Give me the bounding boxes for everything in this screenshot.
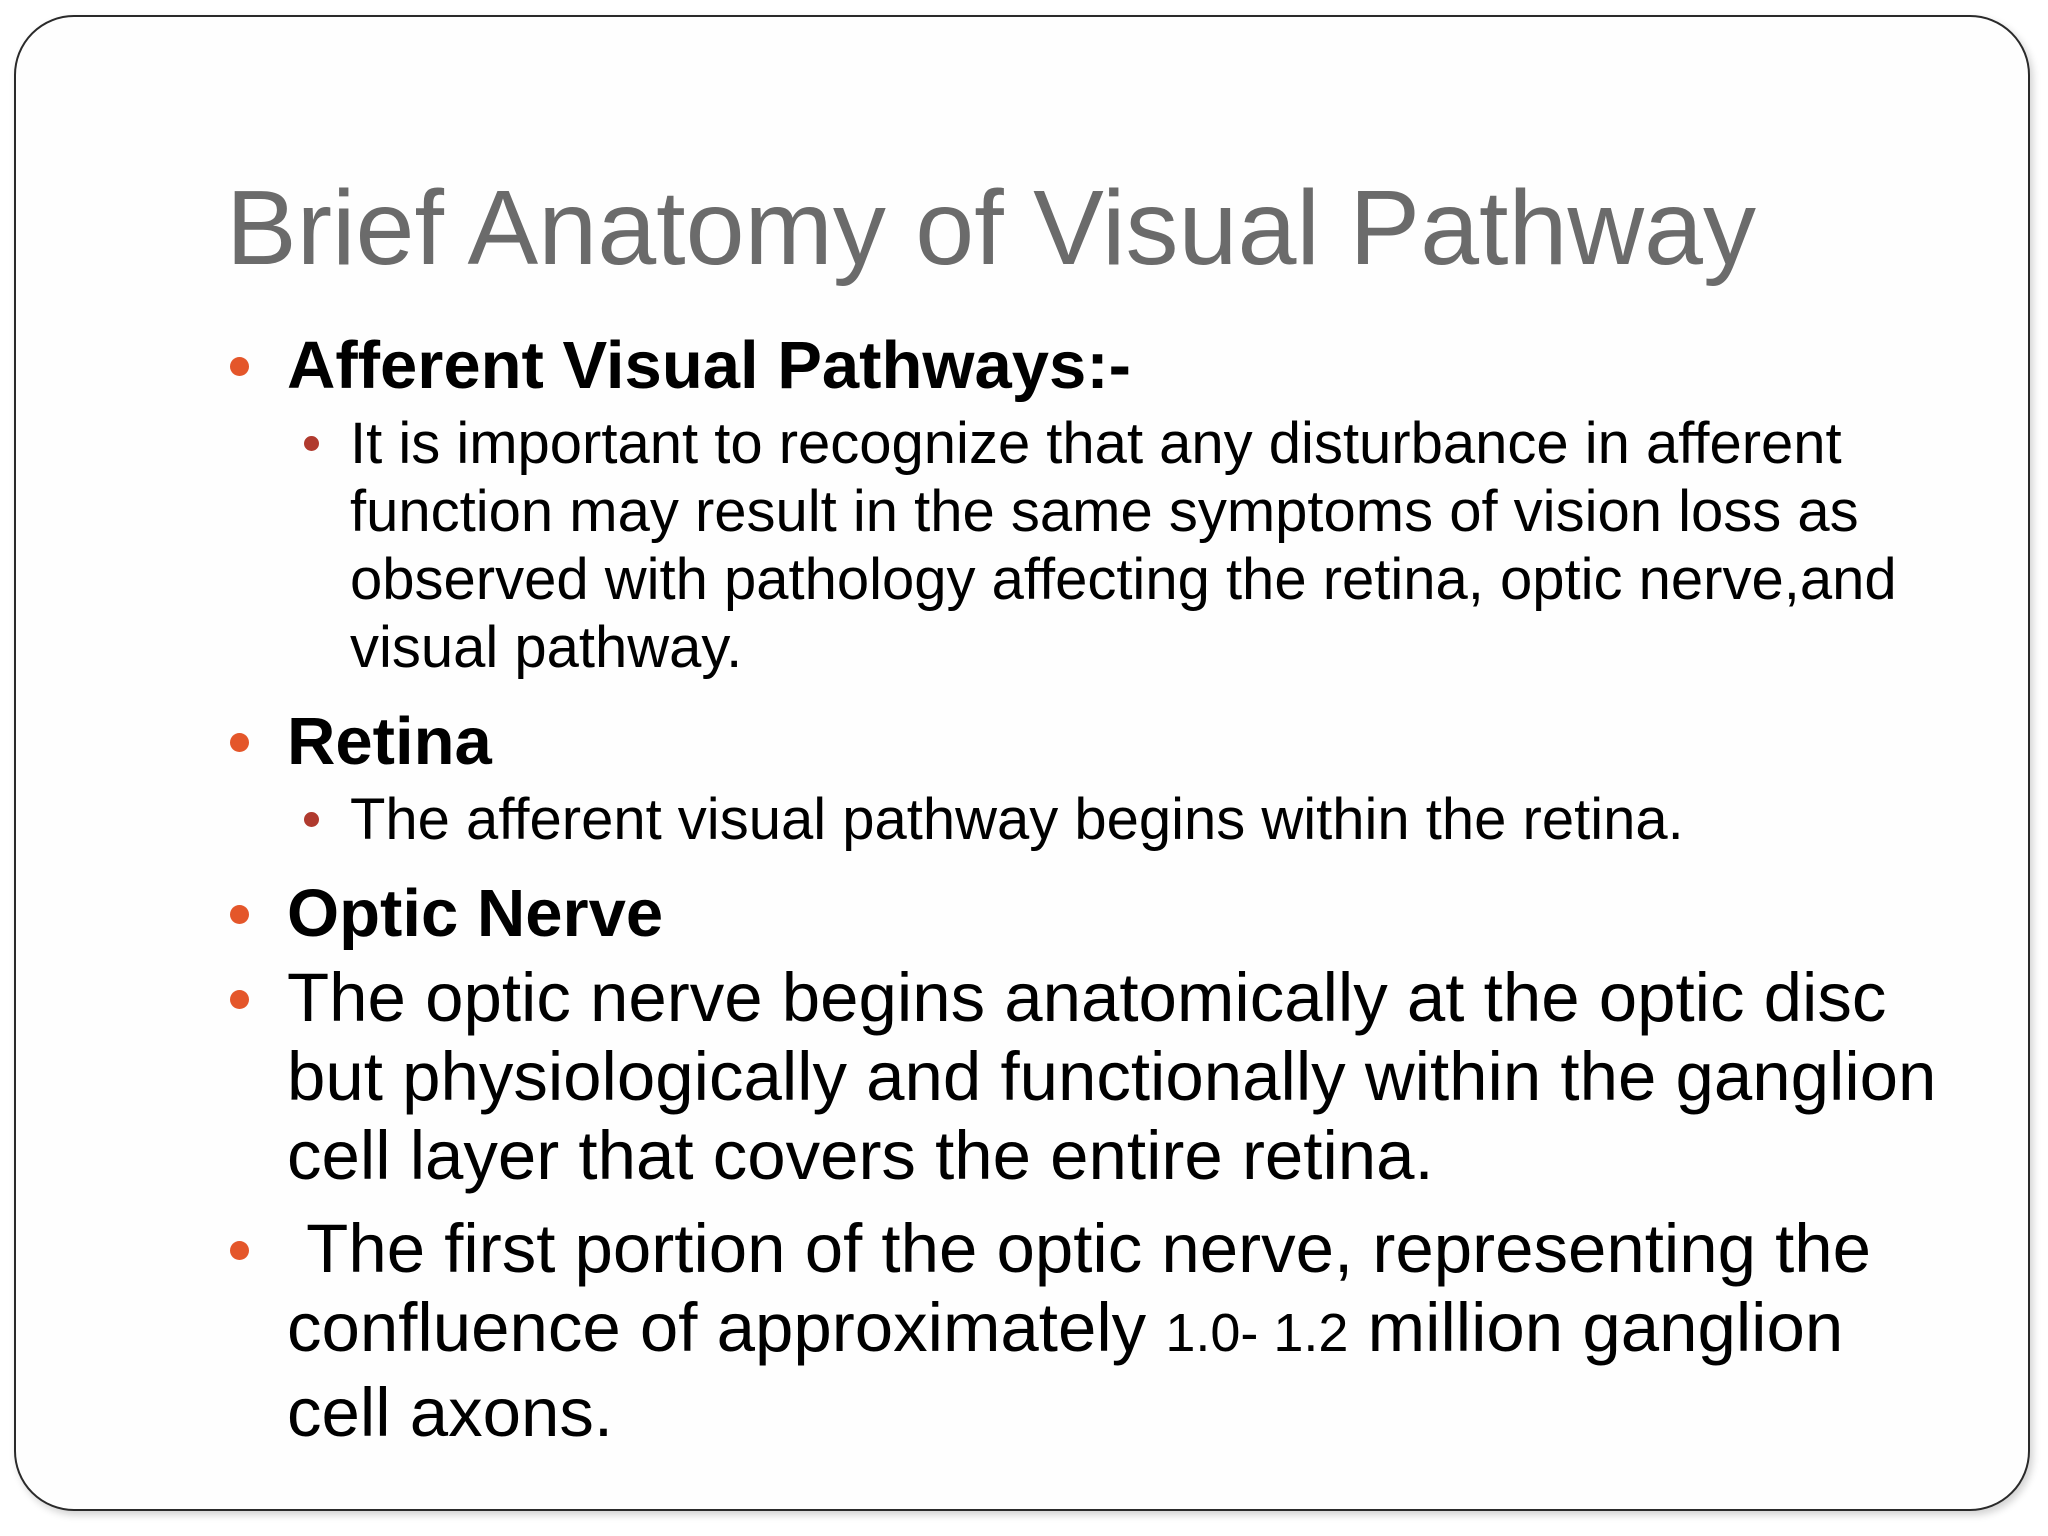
heading-optic-nerve <box>230 876 1950 952</box>
sub-point-text: The afferent visual pathway begins within the retina. <box>350 787 1684 852</box>
slide-content <box>230 328 1950 1466</box>
paragraph-optic-nerve-first-portion <box>230 1209 1950 1452</box>
sub-point-retina <box>230 786 1950 854</box>
paragraph-optic-nerve-origin <box>230 958 1950 1195</box>
paragraph-text-end: million ganglion cell axons. <box>287 1289 1863 1451</box>
sub-bullet-dot-icon <box>304 436 319 451</box>
bullet-dot-icon <box>230 905 249 924</box>
heading-afferent-visual-pathways <box>230 328 1950 404</box>
heading-text: Afferent Visual Pathways:- <box>287 328 1131 403</box>
heading-text: Retina <box>287 704 492 779</box>
paragraph-text-start: The first portion of the optic nerve, representing the confluence of approximately <box>287 1210 1891 1366</box>
bullet-dot-icon <box>230 990 249 1009</box>
sub-point-text: It is important to recognize that any disturbance in afferent function may result in the same symptoms of vision loss as observed with pathology affecting the retina, optic nerve,and visual pathway. <box>350 411 1897 680</box>
axon-count-value: 1.0- 1.2 <box>1165 1303 1349 1363</box>
sub-point-afferent <box>230 410 1950 682</box>
bullet-dot-icon <box>230 1241 249 1260</box>
heading-text: Optic Nerve <box>287 876 664 951</box>
bullet-dot-icon <box>230 733 249 752</box>
paragraph-text: The optic nerve begins anatomically at the optic disc but physiologically and functionally within the ganglion cell layer that covers the entire retina. <box>287 959 1937 1194</box>
slide-title: Brief Anatomy of Visual Pathway <box>226 169 1756 287</box>
sub-bullet-dot-icon <box>304 812 319 827</box>
bullet-dot-icon <box>230 357 249 376</box>
heading-retina <box>230 704 1950 780</box>
